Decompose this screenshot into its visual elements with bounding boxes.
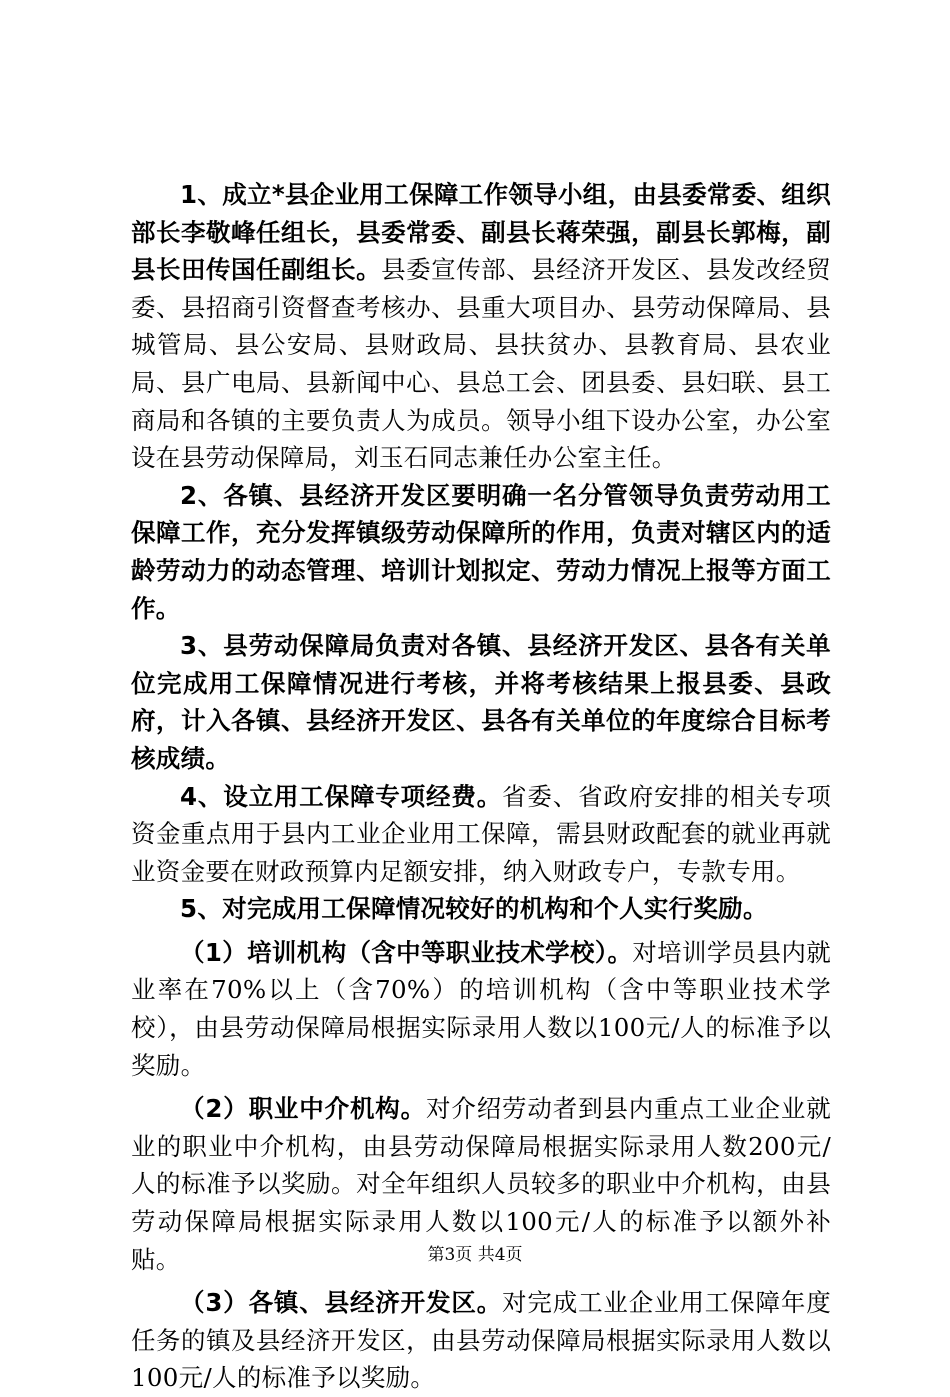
paragraph-2	[131, 477, 831, 627]
paragraph-6-text: 对培训学员县内就业率在70%以上（含70%）的培训机构（含中等职业技术学校），由县劳动保障局根据实际录用人数以100元/人的标准予以奖励。	[131, 937, 831, 1080]
paragraph-7-text: 对介绍劳动者到县内重点工业企业就业的职业中介机构，由县劳动保障局根据实际录用人数200元/人的标准予以奖励。对全年组织人员较多的职业中介机构，由县劳动保障局根据实际录用人数以100元/人的标准予以额外补贴。	[131, 1094, 831, 1274]
paragraph-3	[131, 627, 831, 777]
paragraph-8-text: 对完成工业企业用工保障年度任务的镇及县经济开发区，由县劳动保障局根据实际录用人数以100元/人的标准予以奖励。	[131, 1288, 831, 1393]
paragraph-8-lead: （3）各镇、县经济开发区。	[180, 1288, 503, 1318]
paragraph-4-text: 省委、省政府安排的相关专项资金重点用于县内工业企业用工保障，需县财政配套的就业再就业资金要在财政预算内足额安排，纳入财政专户，专款专用。	[131, 781, 831, 886]
page-number-footer: 第3页 共4页	[427, 1245, 523, 1265]
paragraph-1-text: 县委宣传部、县经济开发区、县发改经贸委、县招商引资督查考核办、县重大项目办、县劳动保障局、县城管局、县公安局、县财政局、县扶贫办、县教育局、县农业局、县广电局、县新闻中心、县总工会、团县委、县妇联、县工商局和各镇的主要负责人为成员。领导小组下设办公室，办公室设在县劳动保障局，刘玉石同志兼任办公室主任。	[131, 255, 831, 473]
paragraph-3-lead: 3、县劳动保障局负责对各镇、县经济开发区、县各有关单位完成用工保障情况进行考核，并将考核结果上报县委、县政府，计入各镇、县经济开发区、县各有关单位的年度综合目标考核成绩。	[131, 631, 831, 773]
paragraph-2-lead: 2、各镇、县经济开发区要明确一名分管领导负责劳动用工保障工作，充分发挥镇级劳动保障所的作用，负责对辖区内的适龄劳动力的动态管理、培训计划拟定、劳动力情况上报等方面工作。	[131, 480, 831, 623]
paragraph-4-lead: 4、设立用工保障专项经费。	[180, 781, 503, 811]
paragraph-1	[131, 176, 831, 477]
paragraph-7-lead: （2）职业中介机构。	[180, 1094, 427, 1124]
paragraph-5	[131, 890, 831, 928]
paragraph-6-lead: （1）培训机构（含中等职业技术学校）。	[180, 937, 633, 967]
paragraph-4	[131, 778, 831, 891]
paragraph-1-lead: 1、成立*县企业用工保障工作领导小组，由县委常委、组织部长李敬峰任组长，县委常委、副县长蒋荣强，副县长郭梅，副县长田传国任副组长。	[131, 180, 831, 285]
document-body	[131, 176, 831, 1397]
paragraph-6	[131, 934, 831, 1084]
paragraph-8	[131, 1284, 831, 1397]
paragraph-5-lead: 5、对完成用工保障情况较好的机构和个人实行奖励。	[180, 894, 768, 924]
